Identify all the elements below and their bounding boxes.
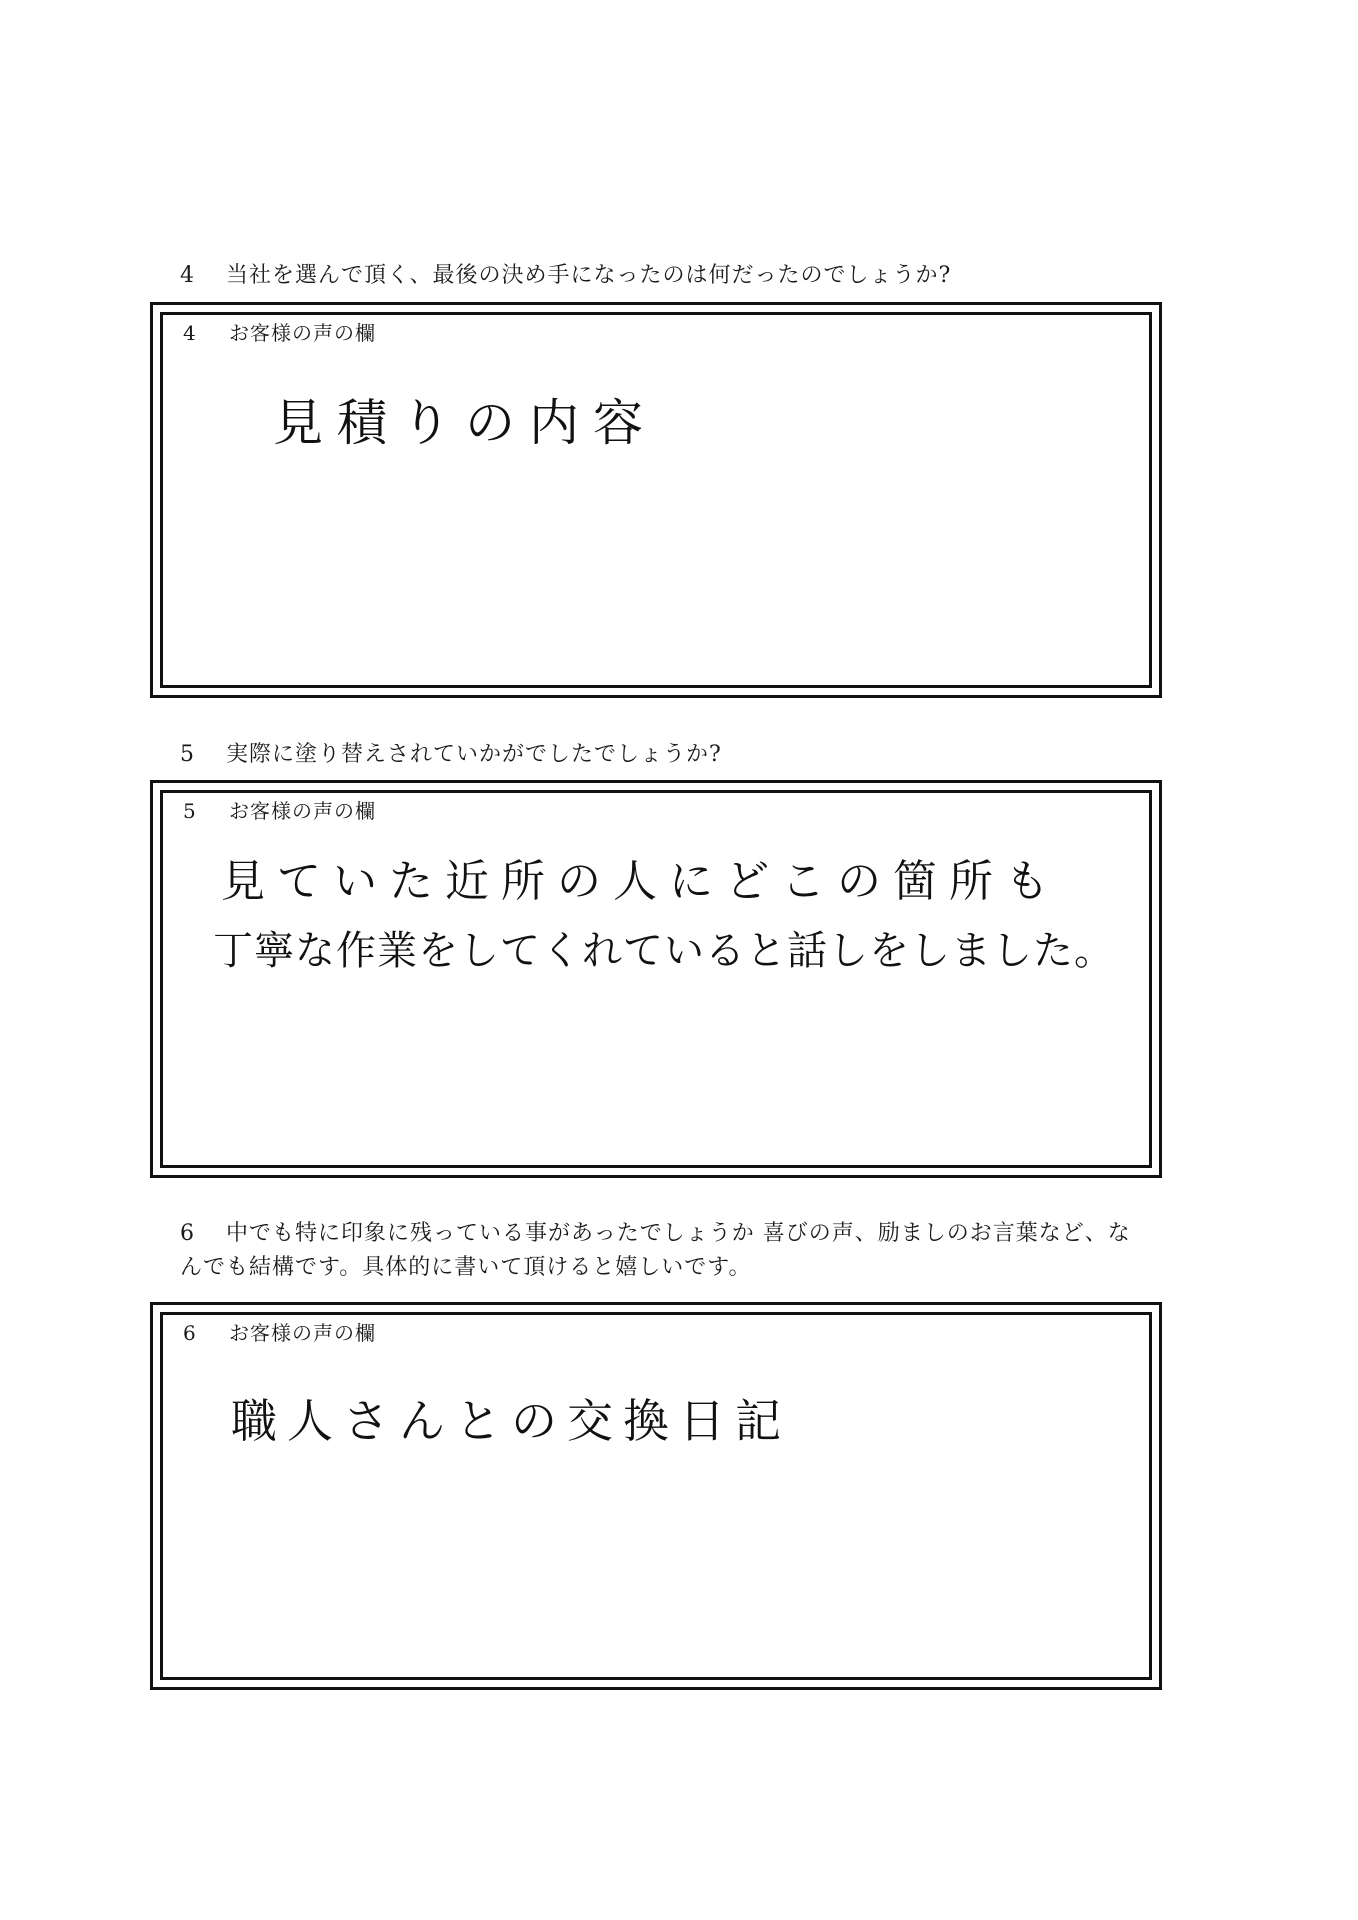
question-number: 5 <box>180 742 195 767</box>
answer-box-6 <box>150 1302 1162 1690</box>
box-number: 4 <box>183 321 197 345</box>
box-label: 6 お客様の声の欄 <box>183 1321 376 1345</box>
handwritten-answer: 見積りの内容 <box>273 394 657 452</box>
question-text: 実際に塗り替えされていかがでしたでしょうか? <box>226 742 722 767</box>
question-text: 中でも特に印象に残っている事があったでしょうか 喜びの声、励ましのお言葉など、なんでも結構です。具体的に書いて頂けると嬉しいです。 <box>180 1221 1131 1280</box>
box-label: 4 お客様の声の欄 <box>183 321 376 345</box>
box-label: 5 お客様の声の欄 <box>183 799 376 823</box>
question-6 <box>180 1217 1150 1285</box>
answer-box-4 <box>150 302 1162 698</box>
question-text: 当社を選んで頂く、最後の決め手になったのは何だったのでしょうか? <box>226 263 952 288</box>
handwritten-answer: 職人さんとの交換日記 <box>231 1394 791 1448</box>
answer-box-5 <box>150 780 1162 1178</box>
box-number: 6 <box>183 1321 197 1345</box>
question-4 <box>180 259 951 293</box>
question-number: 6 <box>180 1221 195 1246</box>
box-number: 5 <box>183 799 197 823</box>
question-number: 4 <box>180 263 195 288</box>
question-5 <box>180 738 722 772</box>
handwritten-answer-line-1: 見ていた近所の人にどこの箇所も <box>221 856 1061 907</box>
handwritten-answer-line-2: 丁寧な作業をしてくれていると話しをしました。 <box>213 928 1115 974</box>
